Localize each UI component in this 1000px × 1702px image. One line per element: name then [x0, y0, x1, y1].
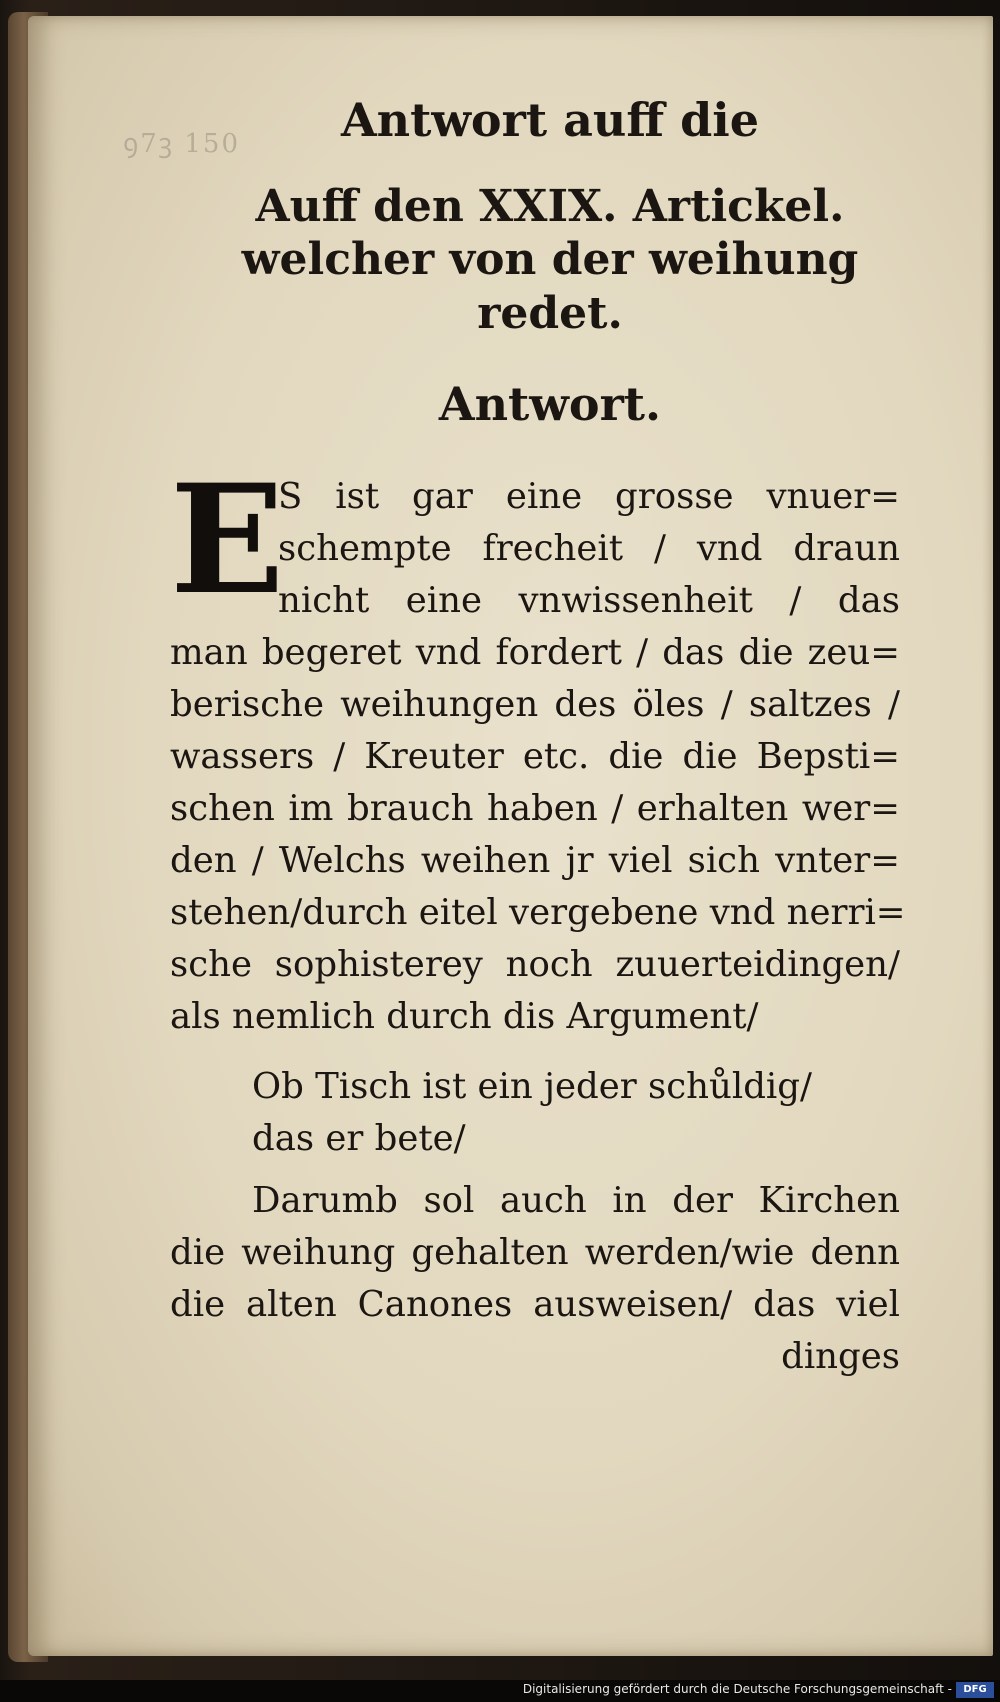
- verse-line: Ob Tisch ist ein jeder schůldig/: [252, 1065, 812, 1107]
- body-paragraph-1: [170, 451, 906, 1043]
- page-text-block: [170, 95, 930, 1383]
- running-head: Antwort auff die: [340, 93, 760, 147]
- paragraph-line: schempte frecheit / vnd draun: [278, 527, 900, 569]
- dfg-logo: DFG: [956, 1682, 994, 1698]
- paragraph-line: schen im brauch haben / erhalten wer=: [170, 787, 900, 829]
- paragraph-line: Darumb sol auch in der Kirchen: [252, 1179, 900, 1221]
- paragraph-line: man begeret vnd fordert / das die zeu=: [170, 631, 900, 673]
- article-heading-line-2: welcher von der weihung: [241, 234, 859, 286]
- paragraph-line: die weihung gehalten werden/wie denn: [170, 1231, 900, 1273]
- verse-line: das er bete/: [252, 1117, 466, 1159]
- section-heading: Antwort.: [438, 376, 662, 431]
- paragraph-line: S ist gar eine grosse vnuer=: [278, 475, 900, 517]
- article-heading: [170, 180, 930, 341]
- paragraph-line: die alten Canones ausweisen/ das viel: [170, 1283, 900, 1325]
- body-paragraph-2: [170, 1175, 900, 1383]
- paragraph-line: wassers / Kreuter etc. die die Bepsti=: [170, 735, 900, 777]
- quoted-verse: [252, 1061, 852, 1165]
- paragraph-line: den / Welchs weihen jr viel sich vnter=: [170, 839, 900, 881]
- decorated-initial: E: [170, 451, 285, 628]
- paragraph-line: berische weihungen des öles / saltzes /: [170, 683, 900, 725]
- paragraph-line: als nemlich durch dis Argument/: [170, 995, 759, 1037]
- paragraph-line: stehen/durch eitel vergebene vnd nerri=: [170, 891, 906, 933]
- digitization-credit: Digitalisierung gefördert durch die Deutsche Forschungsgemeinschaft -: [522, 1682, 952, 1696]
- page-number: ꝯ7ꝫ 150: [123, 129, 240, 159]
- article-heading-line-1: Auff den XXIX. Artickel.: [255, 180, 845, 232]
- paragraph-line: sche sophisterey noch zuuerteidingen/: [170, 943, 900, 985]
- catchword: dinges: [781, 1335, 900, 1377]
- paragraph-line: nicht eine vnwissenheit / das: [278, 579, 900, 621]
- article-heading-line-3: redet.: [477, 287, 623, 339]
